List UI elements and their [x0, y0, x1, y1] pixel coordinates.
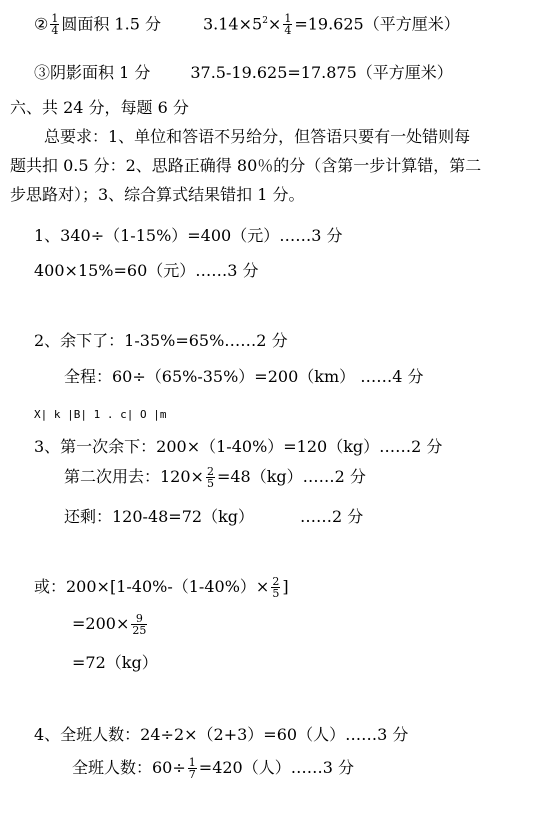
- fraction-numerator: 1: [284, 12, 292, 26]
- fraction: [283, 13, 292, 36]
- fraction-denominator: 4: [284, 24, 292, 38]
- fraction-denominator: 25: [132, 624, 147, 637]
- line-text: =420（人）……3 分: [198, 758, 354, 777]
- fraction-numerator: 2: [272, 575, 280, 588]
- requirement-line-2: 题共扣 0.5 分：2、思路正确得 80％的分（含第一步计算错，第二: [10, 156, 482, 175]
- fraction-denominator: 5: [272, 587, 280, 600]
- problem-2-line-2: 全程：60÷（65%-35%）=200（km） ……4 分: [64, 367, 424, 386]
- problem-3-line-3: [64, 506, 363, 528]
- problem-4-line-2: [72, 757, 354, 780]
- line-text: =48（kg）……2 分: [216, 467, 366, 486]
- fraction-denominator: 5: [206, 477, 214, 490]
- requirement-line-3: 步思路对）；3、综合算式结果错扣 1 分。: [10, 185, 305, 204]
- line-text: 37.5-19.625=17.875（平方厘米）: [190, 63, 453, 82]
- fraction: [206, 466, 215, 489]
- line-shaded-area: [34, 62, 453, 84]
- problem-1-line-2: 400×15%=60（元）……3 分: [34, 261, 259, 280]
- line-circle-area: [34, 10, 460, 36]
- line-text: 圆面积 1.5 分: [61, 14, 161, 34]
- line-text: =200×: [72, 614, 130, 633]
- problem-2-line-1: 2、余下了：1-35%=65%……2 分: [34, 331, 288, 350]
- problem-3-line-1: 3、第一次余下：200×（1-40%）=120（kg）……2 分: [34, 437, 443, 456]
- line-text: 或：200×[1-40%-（1-40%）×: [34, 577, 270, 596]
- fraction-numerator: 1: [188, 756, 196, 769]
- watermark-text: X| k |B| 1 . c| O |m: [34, 408, 167, 421]
- line-text: 第二次用去：120×: [64, 467, 204, 486]
- problem-4-line-1: 4、全班人数：24÷2×（2+3）=60（人）……3 分: [34, 725, 409, 744]
- alt-line-2: [72, 613, 149, 636]
- fraction-numerator: 9: [135, 612, 143, 625]
- fraction: [188, 757, 197, 780]
- line-text: =19.625（平方厘米）: [294, 14, 460, 34]
- line-text: 全班人数：60÷: [72, 758, 186, 777]
- fraction-denominator: 7: [188, 768, 196, 781]
- problem-1-line-1: 1、340÷（1-15%）=400（元）……3 分: [34, 226, 343, 245]
- line-text: ×: [267, 14, 282, 34]
- line-text: ②: [34, 14, 49, 34]
- alt-line-3: =72（kg）: [72, 653, 158, 672]
- line-text: 3.14×5: [202, 14, 263, 34]
- fraction: [131, 613, 147, 636]
- alt-line-1: [34, 576, 289, 599]
- line-text: 还剩：120-48=72（kg）: [64, 507, 255, 526]
- fraction-numerator: 2: [206, 465, 214, 478]
- fraction: [271, 576, 280, 599]
- section-heading: 六、共 24 分，每题 6 分: [10, 98, 189, 117]
- line-text: ]: [282, 577, 289, 596]
- line-text: ③阴影面积 1 分: [34, 63, 151, 82]
- line-text: ……2 分: [300, 507, 364, 526]
- problem-3-line-2: [64, 466, 366, 489]
- fraction-numerator: 1: [51, 12, 59, 26]
- superscript: 2: [262, 16, 268, 26]
- requirement-line-1: 总要求：1、单位和答语不另给分，但答语只要有一处错则每: [44, 127, 471, 146]
- fraction: [50, 13, 59, 36]
- fraction-denominator: 4: [51, 24, 59, 38]
